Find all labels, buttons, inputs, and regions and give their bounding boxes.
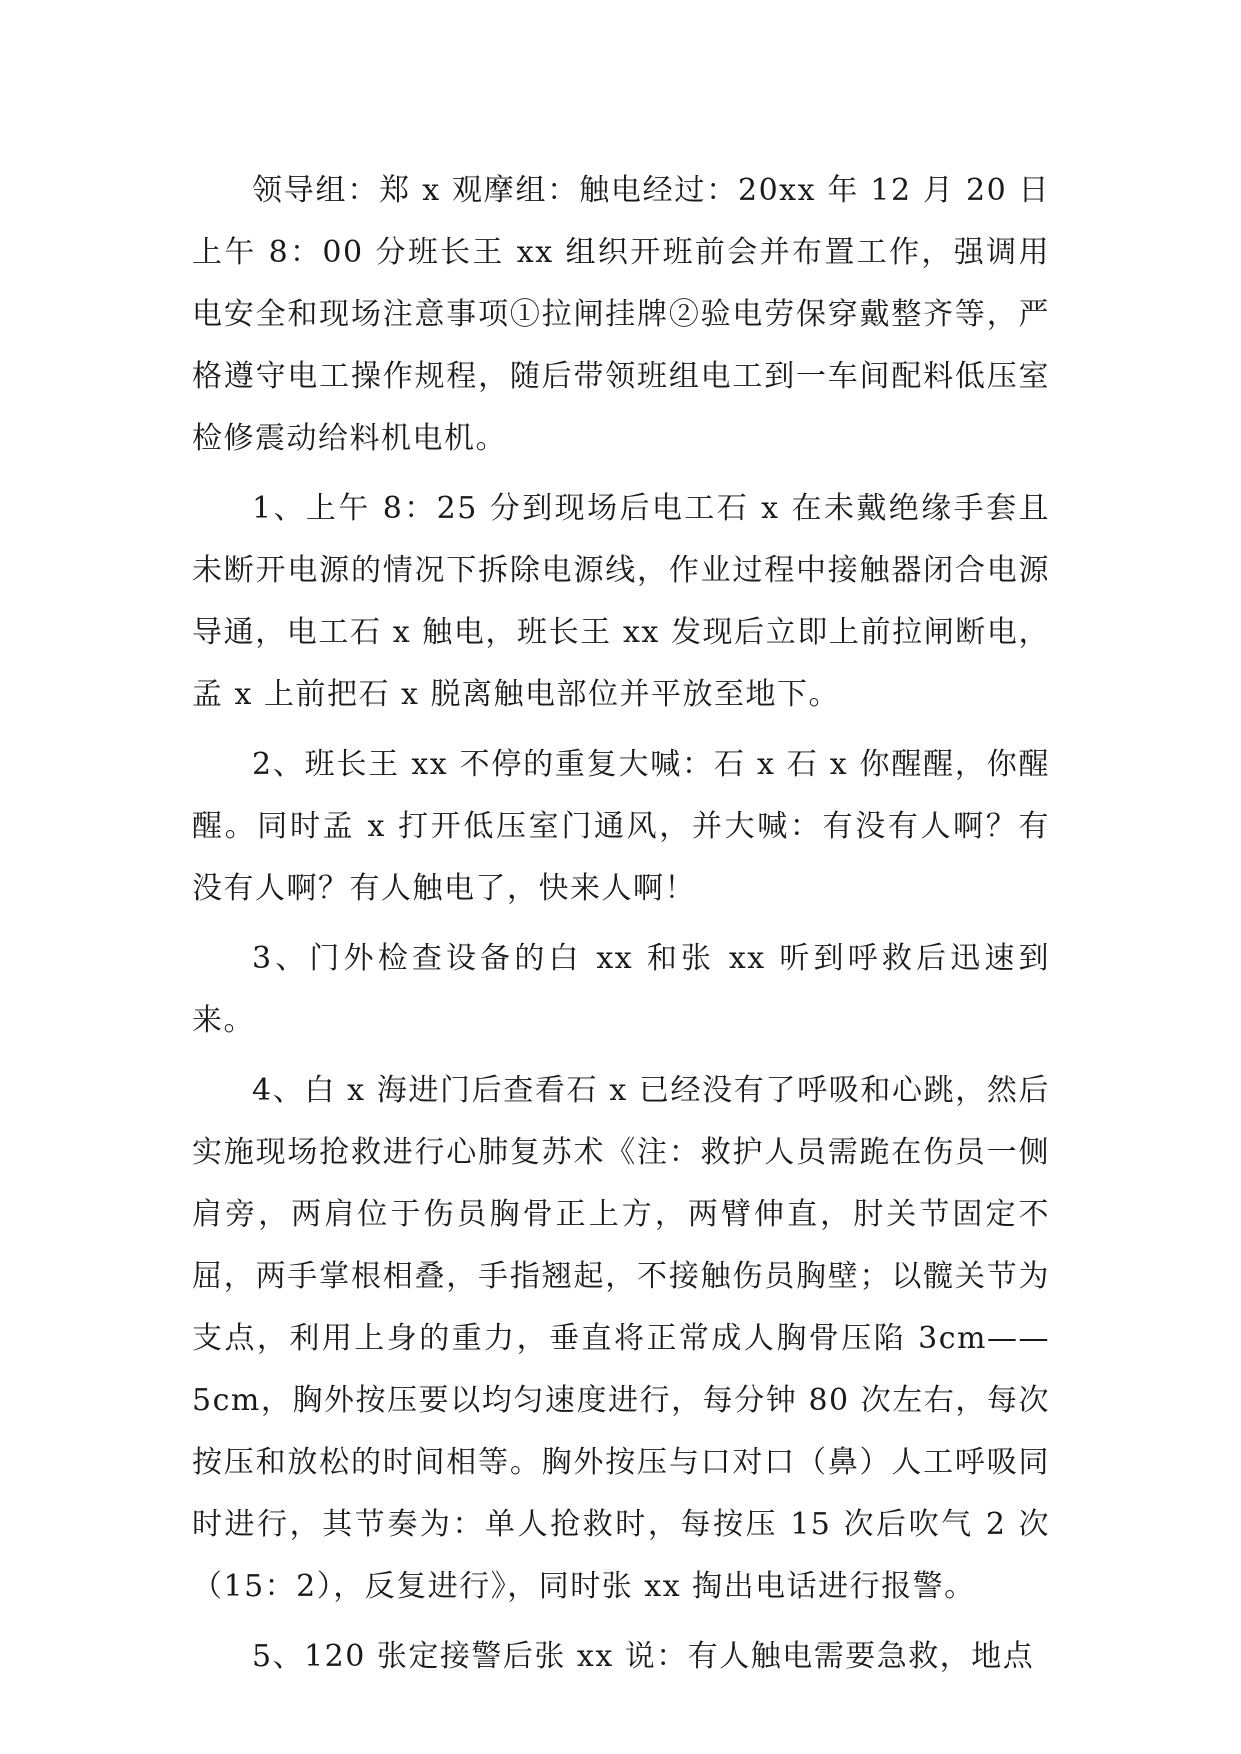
- paragraph-step-5: 5、120 张定接警后张 xx 说：有人触电需要急救，地点: [252, 1639, 1035, 1674]
- paragraph-step-1: 1、上午 8：25 分到现场后电工石 x 在未戴绝缘手套且未断开电源的情况下拆除电源线，作业过程中接触器闭合电源导通，电工石 x 触电，班长王 xx 发现后立即上前拉闸断电，孟 x 上前把石 x 脱离触电部位并平放至地下。: [192, 491, 1050, 712]
- paragraph-step-4: 4、白 x 海进门后查看石 x 已经没有了呼吸和心跳，然后实施现场抢救进行心肺复苏术《注：救护人员需跪在伤员一侧肩旁，两肩位于伤员胸骨正上方，两臂伸直，肘关节固定不屈，两手掌根相叠，手指翘起，不接触伤员胸壁；以髋关节为支点，利用上身的重力，垂直将正常成人胸骨压陷 3cm——5cm，胸外按压要以均匀速度进行，每分钟 80 次左右，每次按压和放松的时间相等。胸外按压与口对口（鼻）人工呼吸同时进行，其节奏为：单人抢救时，每按压 15 次后吹气 2 次（15：2），反复进行》，同时张 xx 掏出电话进行报警。: [192, 1073, 1050, 1604]
- paragraph-intro: 领导组：郑 x 观摩组：触电经过：20xx 年 12 月 20 日上午 8：00 分班长王 xx 组织开班前会并布置工作，强调用电安全和现场注意事项①拉闸挂牌②验电劳保穿戴整齐等，严格遵守电工操作规程，随后带领班组电工到一车间配料低压室检修震动给料机电机。: [192, 173, 1050, 456]
- paragraph-step-2: 2、班长王 xx 不停的重复大喊：石 x 石 x 你醒醒，你醒醒。同时孟 x 打开低压室门通风，并大喊：有没有人啊？有没有人啊？有人触电了，快来人啊！: [192, 747, 1050, 906]
- paragraph-step-3: 3、门外检查设备的白 xx 和张 xx 听到呼救后迅速到来。: [192, 941, 1050, 1038]
- document-body: [192, 160, 1050, 1696]
